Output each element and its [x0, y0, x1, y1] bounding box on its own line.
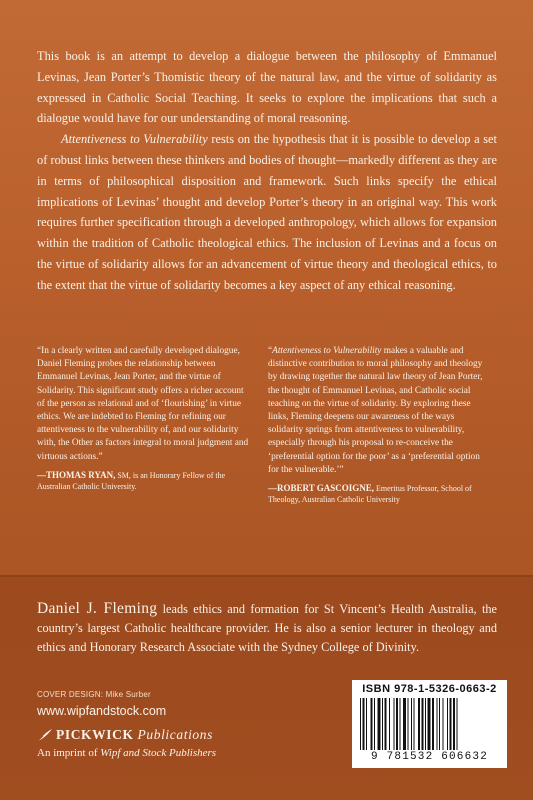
- endorsement-attribution: [268, 483, 488, 505]
- publisher-name-italic: Publications: [133, 727, 213, 742]
- endorsement-quote: [268, 345, 488, 477]
- feather-quill-icon: [37, 728, 53, 742]
- publisher-url[interactable]: www.wipfandstock.com: [37, 704, 167, 718]
- endorser-affiliation: SM, is an Honorary Fellow of the Australian Catholic University.: [37, 470, 226, 491]
- quote-mark: “: [268, 346, 273, 356]
- endorsement-quote: “In a clearly written and carefully developed dialogue, Daniel Fleming probes the relationship between Emmanuel Levinas, Jean Porter, and the virtue of Solidarity. This significant study offers a richer account of the person as relational and of ‘flourishing’ in virtue ethics. We are indebted to Fleming for refining our attentiveness to the vulnerability of, and our solidarity with, the Other as factors integral to moral judgment and virtuous actions.”: [37, 346, 249, 462]
- endorser-name: —ROBERT GASCOIGNE,: [268, 483, 375, 494]
- author-name: Daniel J. Fleming: [37, 600, 158, 617]
- isbn-digits: 9 781532 606632: [370, 751, 489, 763]
- endorsement-ryan: [37, 345, 252, 492]
- description-paragraph-1: This book is an attempt to develop a dialogue between the philosophy of Emmanuel Levinas, Jean Porter’s Thomistic theory of the natural law, and the virtue of solidarity as expressed in Catholic Social Teaching. It seeks to explore the implications that such a dialogue would have for our understanding of moral reasoning.: [37, 49, 497, 126]
- publisher-name-caps: PICKWICK: [56, 727, 134, 742]
- description-paragraph-2: [37, 129, 497, 295]
- description-paragraph-2-text: rests on the hypothesis that it is possible to develop a set of robust links between these thinkers and bodies of thought—markedly different as they are in terms of philosophical disposition and framework. Such links specify the ethical implications of Levinas’ thought and develop Porter’s theory in an original way. This work requires further specification through a developed anthropology, which allows for expansion within the tradition of Catholic theological ethics. The inclusion of Levinas and a focus on the virtue of solidarity allows for an advancement of virtue theory and theological ethics, to the extent that the virtue of solidarity becomes a key aspect of any ethical reasoning.: [37, 132, 497, 292]
- endorsement-attribution: [37, 470, 252, 492]
- endorsement-quote-text: makes a valuable and distinctive contribution to moral philosophy and theology by drawing together the natural law theory of Jean Porter, the thought of Emmanuel Levinas, and Catholic social teaching on the virtue of solidarity. By exploring these links, Fleming deepens our awareness of the ways solidarity springs from attentiveness to vulnerability, especially through his proposal to re-conceive the ‘preferential option for the poor’ as a ‘preferential option for the vulnerable.’”: [268, 346, 483, 475]
- isbn-label: ISBN 978-1-5326-0663-2: [362, 683, 497, 695]
- author-bio: [37, 599, 497, 657]
- publisher-name: [56, 727, 213, 743]
- book-description: [37, 46, 497, 296]
- cover-design-credit: COVER DESIGN: Mike Surber: [37, 690, 151, 699]
- endorsement-gascoigne: [268, 345, 488, 505]
- book-title-inline: Attentiveness to Vulnerability: [272, 346, 382, 356]
- endorser-name: —THOMAS RYAN,: [37, 469, 116, 480]
- barcode-icon: [360, 698, 499, 750]
- endorser-affiliation: Emeritus Professor, School of Theology, Australian Catholic University: [268, 484, 472, 505]
- publisher-logo: [37, 727, 213, 743]
- imprint-name: Wipf and Stock Publishers: [100, 747, 217, 759]
- isbn-barcode: [352, 680, 507, 768]
- book-title-inline: Attentiveness to Vulnerability: [61, 132, 208, 147]
- imprint-prefix: An imprint of: [37, 747, 101, 759]
- imprint-line: [37, 747, 216, 759]
- author-bio-text: leads ethics and formation for St Vincent’s Health Australia, the country’s largest Catholic healthcare provider. He is also a senior lecturer in theology and ethics and Honorary Research Associate with the Sydney College of Divinity.: [37, 602, 497, 654]
